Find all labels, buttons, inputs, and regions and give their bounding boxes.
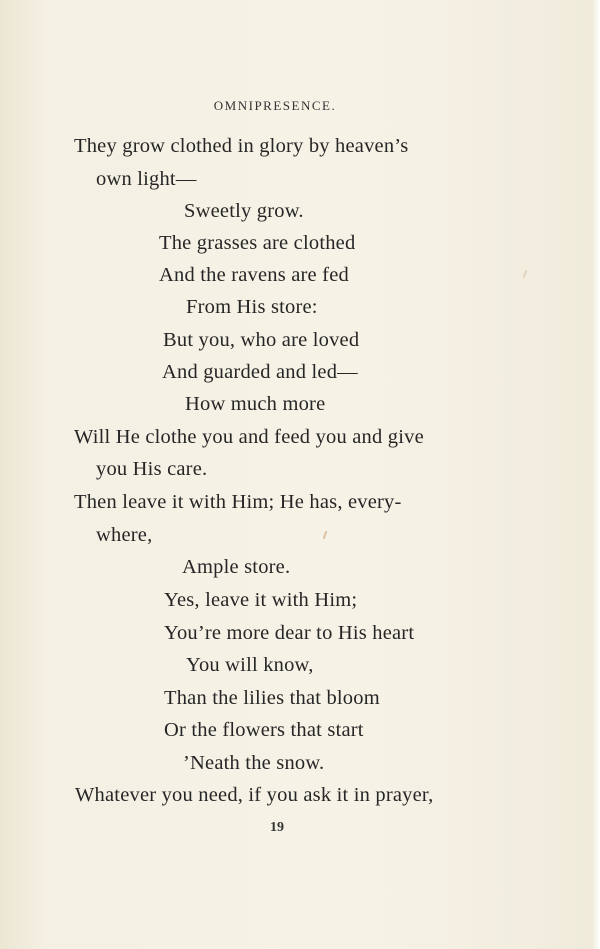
poem-line: From His store:	[186, 296, 318, 318]
poem-line: But you, who are loved	[163, 329, 360, 351]
paper-speck	[523, 270, 528, 278]
poem-line: ’Neath the snow.	[183, 752, 325, 774]
poem-line: How much more	[185, 393, 326, 415]
poem-line: you His care.	[96, 458, 208, 480]
poem-line: Than the lilies that bloom	[164, 687, 380, 709]
page-header: OMNIPRESENCE.	[213, 98, 337, 113]
poem-line: Sweetly grow.	[184, 200, 304, 222]
poem-line: The grasses are clothed	[159, 232, 356, 254]
poem-line: Then leave it with Him; He has, every-	[74, 491, 402, 513]
poem-line: Or the flowers that start	[164, 719, 364, 741]
paper-speck	[323, 531, 328, 539]
poem-line: They grow clothed in glory by heaven’s	[74, 135, 409, 157]
poem-line: Whatever you need, if you ask it in prayer,	[75, 784, 434, 806]
poem-line: You will know,	[186, 654, 314, 676]
page-edge	[592, 0, 600, 949]
poem-line: And guarded and led—	[162, 361, 358, 383]
poem-line: Will He clothe you and feed you and give	[74, 426, 424, 448]
poem-line: own light—	[96, 168, 197, 190]
poem-line: And the ravens are fed	[159, 264, 349, 286]
page-number: 19	[270, 820, 284, 835]
poem-line: You’re more dear to His heart	[164, 622, 415, 644]
poem-line: Ample store.	[182, 556, 291, 578]
poem-line: where,	[96, 524, 153, 546]
poem-line: Yes, leave it with Him;	[164, 589, 358, 611]
